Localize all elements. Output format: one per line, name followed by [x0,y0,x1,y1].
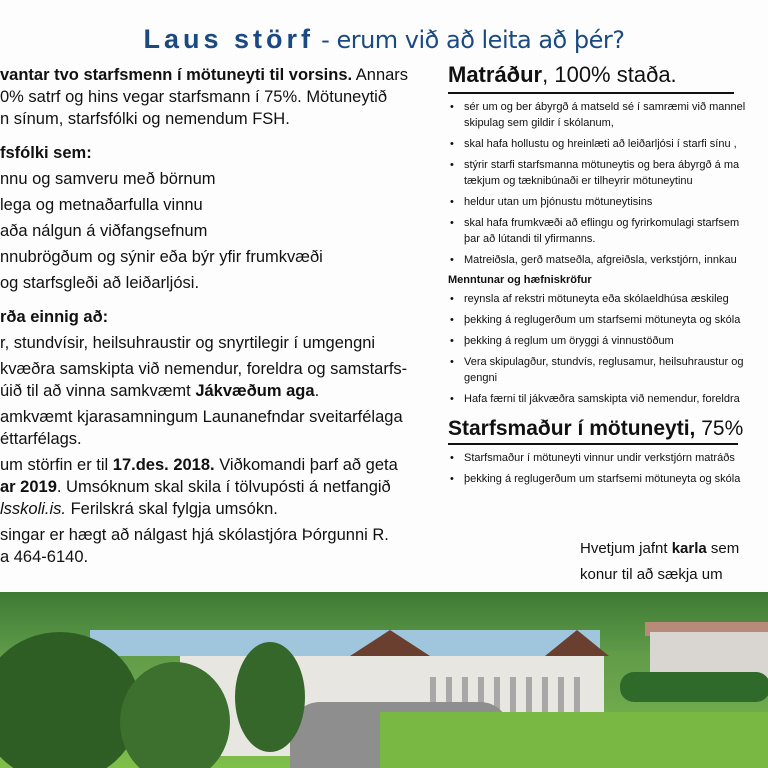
list-item: • skal hafa frumkvæði að eflingu og fyrirkomulagi starfsem þar að lútandi til yfirmanns. [448,215,768,247]
list-item-cont: úið til að vinna samkvæmt Jákvæðum aga. [0,382,320,400]
list-item: • reynsla af rekstri mötuneyta eða skólaeldhúsa æskileg [448,291,768,307]
list-item: • Vera skipulagður, stundvís, reglusamur, heilsuhraustur og gengni [448,354,768,386]
left-column [0,64,440,568]
list-item: aða nálgun á viðfangsefnum [0,222,208,240]
intro-line-3: n sínum, starfsfólki og nemendum FSH. [0,110,290,128]
tree [235,642,305,752]
list-item: • þekking á reglugerðum um starfsemi mötuneyta og skóla [448,471,768,487]
list-item: kvæðra samskipta við nemendur, foreldra og samstarfs- [0,360,408,378]
requirements-heading: Menntunar og hæfniskröfur [448,274,592,286]
email-line: lsskoli.is. Ferilskrá skal fylgja umsókn. [0,500,278,518]
deadline-line: um störfin er til 17.des. 2018. Viðkomandi þarf að geta [0,456,398,474]
requirements-list [448,291,768,407]
heading-looking-for: fsfólki sem: [0,144,92,162]
school-roof [90,630,600,656]
list-item: • stýrir starfi starfsmanna mötuneytis og bera ábyrgð á ma tækjum og tæknibúnaði er tilheyrir mötuneytinu [448,157,768,189]
lawn [380,712,768,768]
list-item: • Starfsmaður í mötuneyti vinnur undir verkstjórn matráðs [448,450,768,466]
title-subtitle: - erum við að leita að þér? [314,26,625,54]
info-line-2: a 464-6140. [0,548,89,566]
list-item: nnubrögðum og sýnir eða býr yfir frumkvæði [0,248,323,266]
cook-duties-list [448,99,768,268]
list-item-cont: éttarfélags. [0,430,82,448]
page-title [0,24,768,55]
job-title-kitchen-staff: Starfsmaður í mötuneyti, 75% [448,417,738,445]
email-link[interactable]: lsskoli.is. [0,500,67,518]
list-item: • sér um og ber ábyrgð á matseld sé í samræmi við mannel skipulag sem gildir í skólanum, [448,99,768,131]
list-item: og starfsgleði að leiðarljósi. [0,274,200,292]
right-column [448,62,768,487]
list-item: • heldur utan um þjónustu mötuneytisins [448,194,768,210]
job-title-cook: Matráður, 100% staða. [448,62,734,94]
intro-line-2: 0% satrf og hins vegar starfsmann í 75%. Mötuneytið [0,88,388,106]
list-item: lega og metnaðarfulla vinnu [0,196,203,214]
list-item: • Hafa færni til jákvæðra samskipta við nemendur, foreldra [448,391,768,407]
list-item: • skal hafa hollustu og hreinlæti að leiðarljósi í starfi sínu , [448,136,768,152]
school-building-photo [0,592,768,768]
list-item: amkvæmt kjarasamningum Launanefndar sveitarfélaga [0,408,403,426]
list-item: r, stundvísir, heilsuhraustir og snyrtilegir í umgengni [0,334,376,352]
heading-also: rða einnig að: [0,308,109,326]
list-item: • þekking á reglum um öryggi á vinnustöðum [448,333,768,349]
start-line: ar 2019. Umsóknum skal skila í tölvupósti á netfangið [0,478,391,496]
encouragement-note: Hvetjum jafnt karla sem konur til að sækja um [580,540,740,583]
info-line-1: singar er hægt að nálgast hjá skólastjóra Þórgunni R. [0,526,389,544]
list-item: • Matreiðsla, gerð matseðla, afgreiðsla, verkstjórn, innkau [448,252,768,268]
hedge [620,672,768,702]
kitchen-staff-list [448,450,768,487]
list-item: • þekking á reglugerðum um starfsemi mötuneyta og skóla [448,312,768,328]
intro-line-1: vantar tvo starfsmenn í mötuneyti til vorsins. Annars [0,66,409,84]
title-bold: Laus störf [143,24,315,54]
school-gable [545,630,609,656]
list-item: nnu og samveru með börnum [0,170,216,188]
school-gable [350,630,430,656]
